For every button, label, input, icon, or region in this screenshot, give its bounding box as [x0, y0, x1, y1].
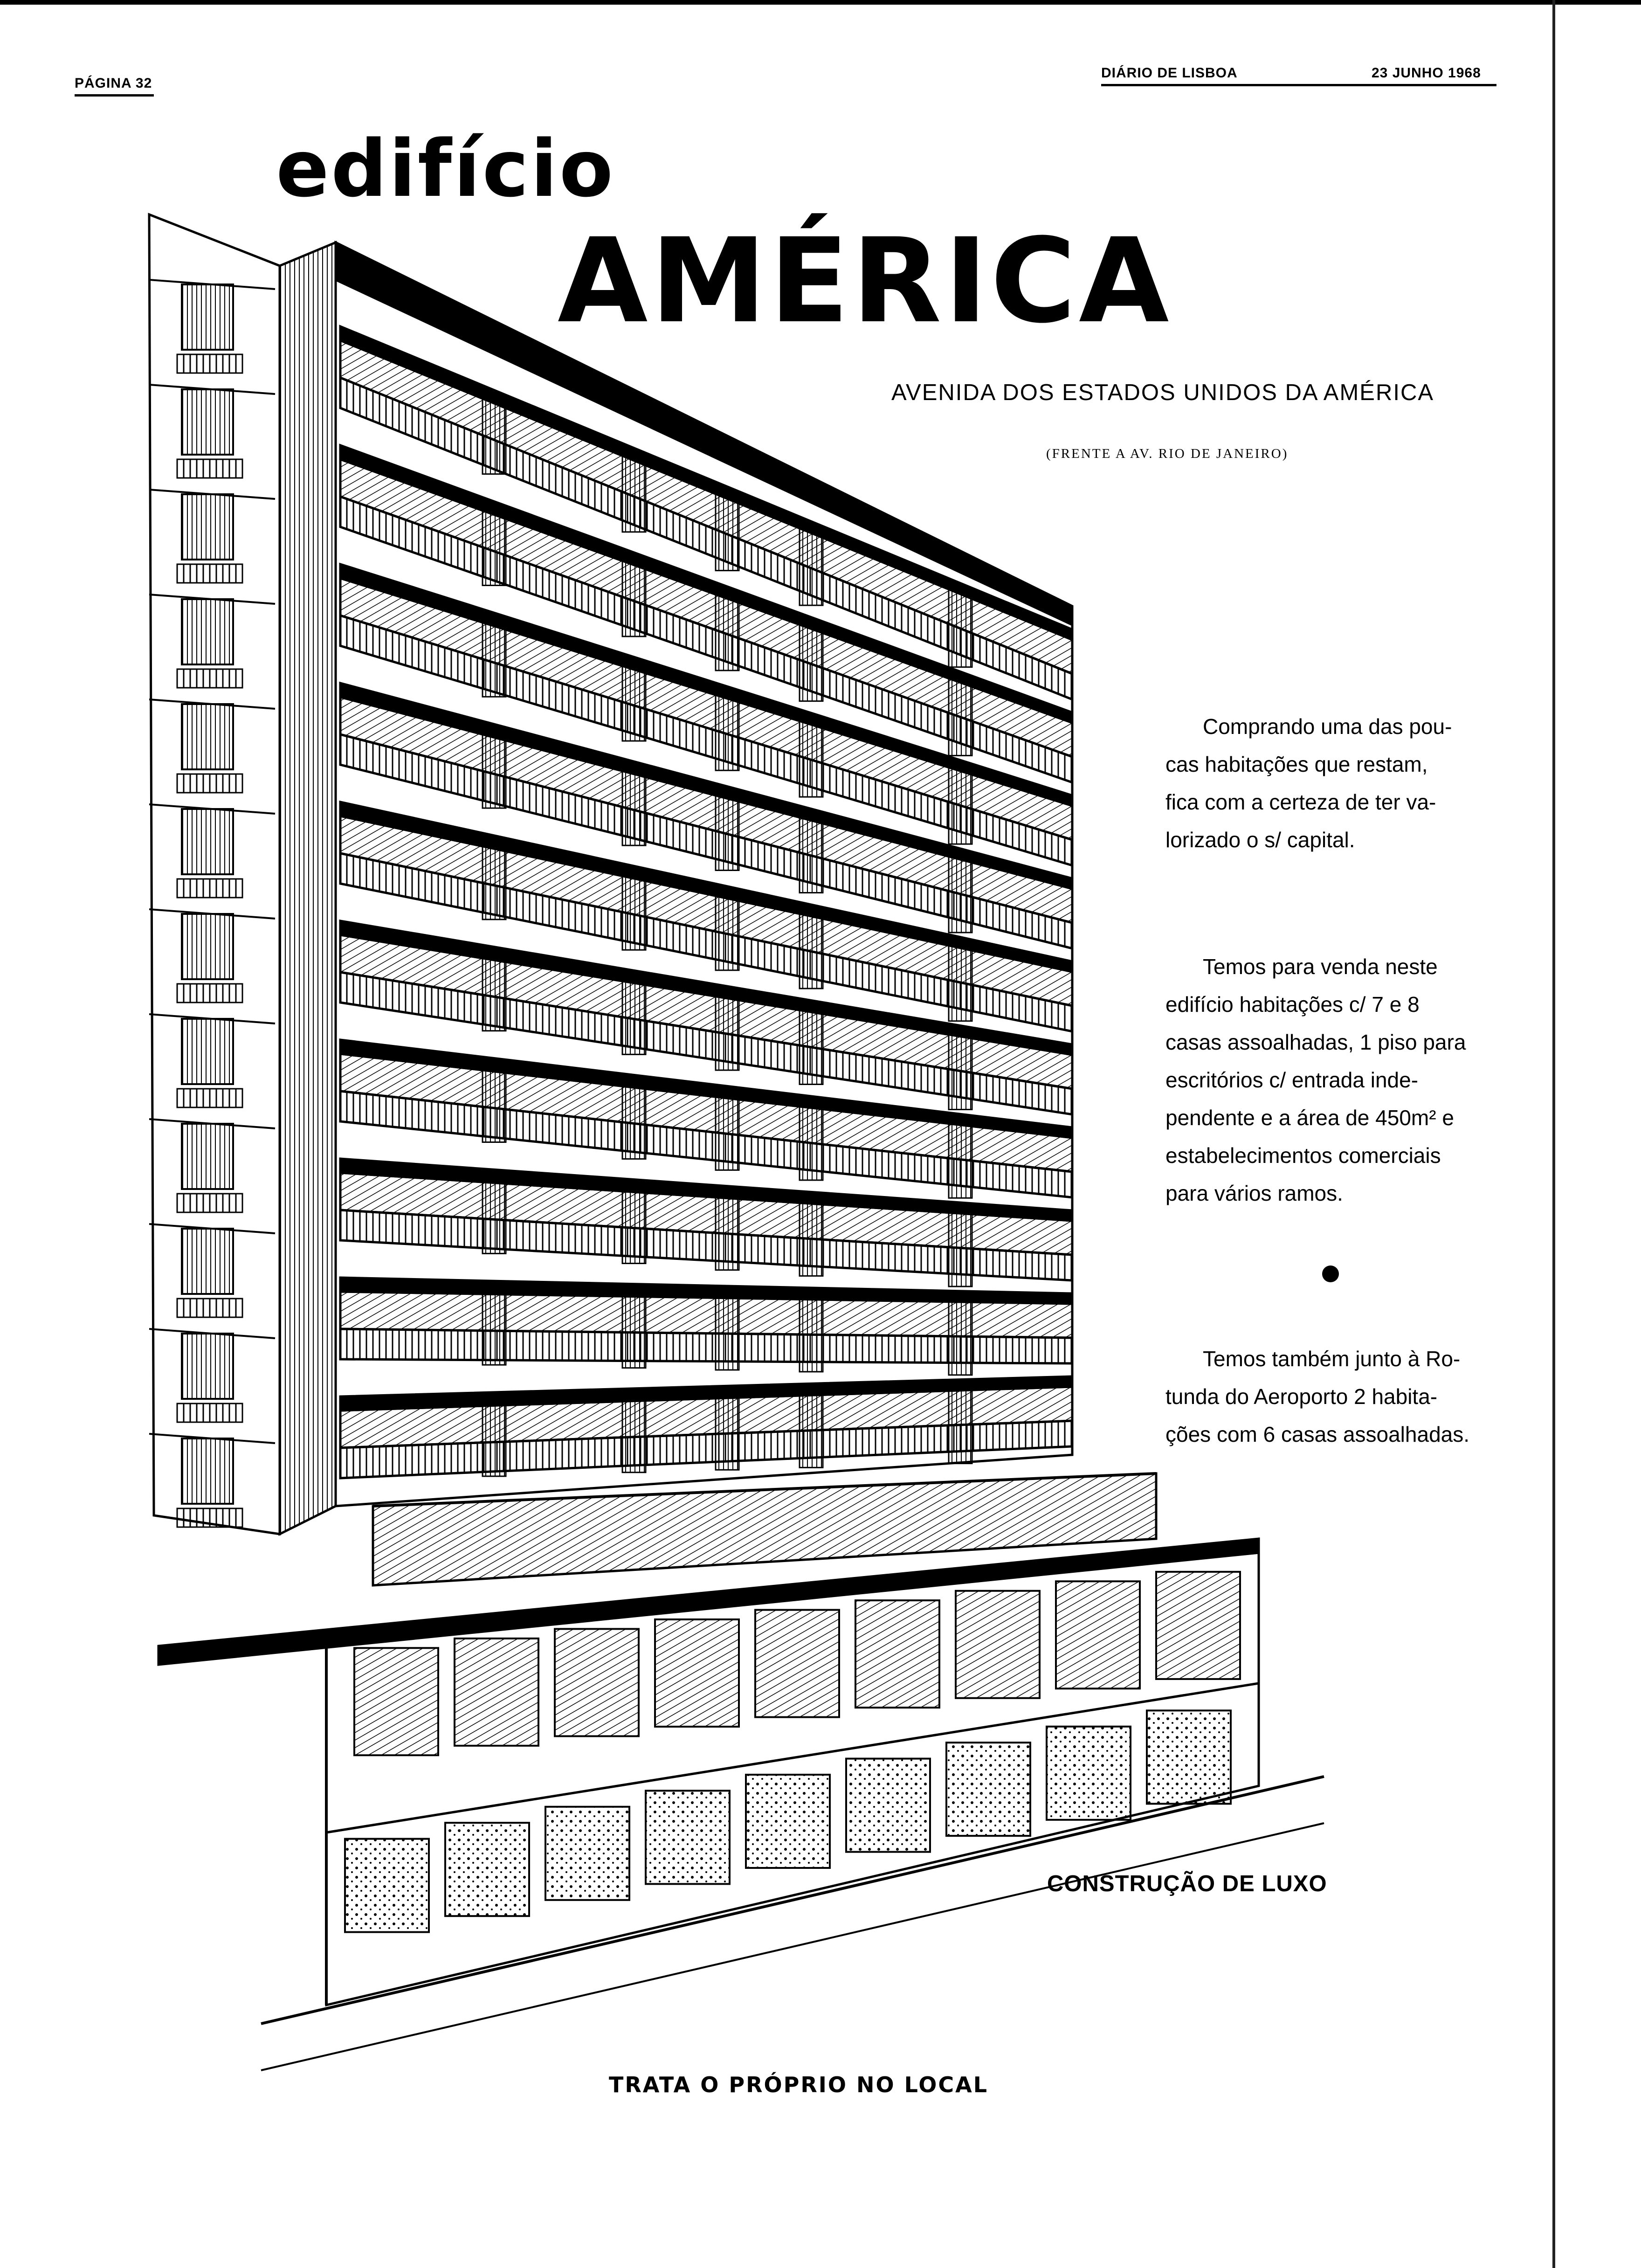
shop-window	[746, 1775, 830, 1868]
facade-column	[800, 814, 823, 893]
paragraph-line: fica com a certeza de ter va-	[1165, 790, 1436, 814]
facade-column	[716, 791, 739, 871]
shop-window	[1147, 1710, 1231, 1804]
facade-column	[622, 1393, 646, 1473]
facade-column	[800, 1196, 823, 1276]
facade-column	[622, 1184, 646, 1264]
neighbor-window	[182, 809, 233, 874]
storefront-window	[555, 1629, 639, 1736]
storefront-window	[755, 1610, 839, 1717]
neighbor-window	[182, 704, 233, 769]
facade-column	[949, 1030, 972, 1109]
storefront-window	[354, 1648, 438, 1755]
facade-column	[800, 1005, 823, 1084]
ad-address-note: (FRENTE A AV. RIO DE JANEIRO)	[1046, 446, 1289, 461]
neighbor-railing	[177, 564, 242, 583]
facade-column	[949, 676, 972, 755]
paragraph-line: estabelecimentos comerciais	[1165, 1143, 1441, 1168]
facade-column	[800, 1101, 823, 1180]
facade-column	[716, 1291, 739, 1370]
paragraph-line: Comprando uma das pou-	[1203, 714, 1452, 739]
facade-column	[622, 1079, 646, 1159]
facade-column	[716, 1191, 739, 1270]
paragraph-line: Temos também junto à Ro-	[1203, 1347, 1461, 1371]
facade-column	[716, 591, 739, 671]
neighbor-railing	[177, 669, 242, 688]
paragraph-line: Temos para venda neste	[1203, 954, 1438, 979]
facade-column	[716, 1390, 739, 1470]
neighbor-railing	[177, 1194, 242, 1212]
neighbor-window	[182, 494, 233, 560]
facade-column	[622, 766, 646, 845]
facade-column	[716, 991, 739, 1070]
neighbor-window	[182, 914, 233, 979]
facade-column	[483, 1397, 506, 1476]
storefront-window	[655, 1619, 739, 1727]
facade-column	[483, 506, 506, 585]
ad-title-edificio: edifício	[276, 123, 615, 214]
ad-title-america: AMÉRICA	[558, 213, 1172, 349]
neighbor-railing	[177, 1404, 242, 1422]
shop-window	[445, 1823, 529, 1916]
building-drawing	[149, 214, 1324, 2070]
facade-column	[800, 718, 823, 797]
neighbor-railing	[177, 1299, 242, 1317]
paragraph-line: pendente e a área de 450m² e	[1165, 1106, 1454, 1130]
neighbor-window	[182, 1019, 233, 1084]
facade-column	[949, 853, 972, 933]
storefront-window	[455, 1639, 538, 1746]
facade-column	[716, 1091, 739, 1170]
shop-window	[646, 1791, 730, 1884]
paragraph-line: casas assoalhadas, 1 piso para	[1165, 1030, 1466, 1054]
shop-window	[946, 1742, 1030, 1836]
facade-column	[800, 526, 823, 605]
neighbor-railing	[177, 879, 242, 898]
neighbor-railing	[177, 1508, 242, 1527]
bullet-dot	[1322, 1265, 1339, 1282]
facade-column	[483, 1174, 506, 1253]
neighbor-window	[182, 1229, 233, 1294]
facade-column	[949, 588, 972, 667]
facade-column	[800, 1388, 823, 1467]
facade-column	[483, 840, 506, 920]
neighbor-railing	[177, 774, 242, 793]
facade-column	[716, 891, 739, 970]
paragraph-line: lorizado o s/ capital.	[1165, 828, 1355, 852]
facade-column	[716, 691, 739, 770]
facade-column	[949, 765, 972, 844]
paragraph-line: cas habitações que restam,	[1165, 752, 1428, 776]
facade-column	[800, 1293, 823, 1372]
construction-label: CONSTRUÇÃO DE LUXO	[1047, 1871, 1327, 1896]
storefront-window	[855, 1600, 939, 1708]
facade-column	[622, 662, 646, 741]
neighbor-railing	[177, 1089, 242, 1107]
facade-column	[622, 975, 646, 1054]
neighbor-window	[182, 284, 233, 350]
facade-column	[622, 871, 646, 950]
neighbor-railing	[177, 459, 242, 478]
facade-column	[949, 942, 972, 1021]
ad-paragraph-1	[1165, 708, 1492, 859]
storefront-window	[1156, 1572, 1240, 1679]
tower-side-wall	[280, 242, 336, 1534]
neighbor-window	[182, 389, 233, 455]
facade-column	[622, 557, 646, 636]
facade-column	[483, 729, 506, 808]
facade-column	[622, 453, 646, 532]
shop-window	[345, 1839, 429, 1932]
paragraph-line: para vários ramos.	[1165, 1181, 1343, 1205]
shop-window	[846, 1759, 930, 1852]
facade-column	[483, 1286, 506, 1365]
ad-paragraph-3	[1165, 1340, 1492, 1453]
facade-column	[483, 617, 506, 697]
newspaper-name: DIÁRIO DE LISBOA	[1101, 65, 1238, 81]
facade-column	[949, 1296, 972, 1375]
facade-column	[800, 622, 823, 701]
shop-window	[545, 1807, 629, 1900]
paragraph-line: tunda do Aeroporto 2 habita-	[1165, 1384, 1438, 1409]
neighbor-window	[182, 1334, 233, 1399]
shop-window	[1047, 1727, 1131, 1820]
paragraph-line: ções com 6 casas assoalhadas.	[1165, 1422, 1470, 1446]
facade-column	[949, 1119, 972, 1198]
paragraph-line: edifício habitações c/ 7 e 8	[1165, 992, 1420, 1016]
issue-date: 23 JUNHO 1968	[1372, 65, 1481, 81]
neighbor-railing	[177, 354, 242, 373]
storefront-window	[956, 1591, 1040, 1698]
page-number: PÁGINA 32	[75, 76, 152, 91]
facade-column	[483, 395, 506, 474]
facade-column	[800, 909, 823, 989]
facade-column	[949, 1207, 972, 1286]
neighbor-railing	[177, 984, 242, 1003]
facade-column	[622, 1289, 646, 1368]
paragraph-line: escritórios c/ entrada inde-	[1165, 1068, 1419, 1092]
neighbor-window	[182, 1438, 233, 1504]
neighbor-window	[182, 599, 233, 664]
neighbor-window	[182, 1124, 233, 1189]
storefront-window	[1056, 1581, 1140, 1688]
facade-column	[483, 1063, 506, 1142]
facade-column	[949, 1384, 972, 1464]
ad-paragraph-2	[1165, 948, 1492, 1212]
ad-footer: TRATA O PRÓPRIO NO LOCAL	[609, 2072, 989, 2097]
facade-column	[716, 491, 739, 571]
ad-address: AVENIDA DOS ESTADOS UNIDOS DA AMÉRICA	[891, 380, 1434, 405]
facade-column	[483, 952, 506, 1031]
